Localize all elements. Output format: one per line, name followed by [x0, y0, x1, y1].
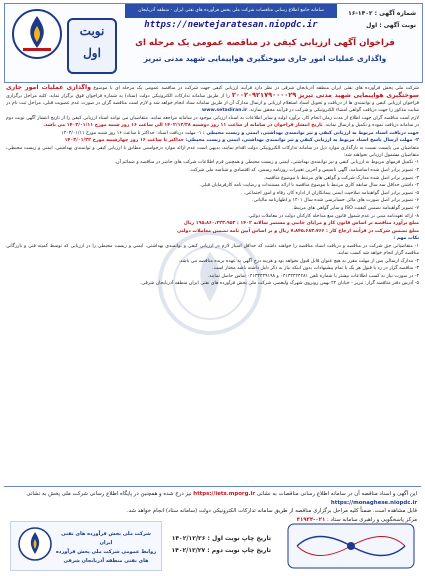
- footer-logo-icon: [17, 526, 53, 562]
- requirement-item: ۶- تصویر برابر اصل صورت های مالی حسابرسی شده سال ۱۴۰۱ و اظهارنامه مالیاتی.: [252, 198, 419, 204]
- footer-line-1: این آگهی و اسناد مناقصه آن در سامانه اطلاع رسانی مناقصات به نشانی https://iets.mporg.ir نیز درج شده و همچنین در پایگاه اطلاع رسانی شرکت ملی پخش به نشانی https://monaghese.niopdc.ir: [26, 491, 417, 506]
- footer-text: [7, 490, 417, 524]
- monaghese-link[interactable]: https://monaghese.niopdc.ir: [330, 499, 417, 506]
- guarantee-line: مبلغ تضمین شرکت در فرآیند ارجاع کار : ۷،۸۴۵،۶۸۳،۷۶۶ ریال و بر اساس آیین نامه تضمین معاملات دولتی: [177, 228, 419, 234]
- site-url[interactable]: https://newtejaratesan.niopdc.ir: [144, 20, 318, 30]
- note-item: ۱- متقاضیانی حق شرکت در مناقصه و دریافت اسناد مناقصه را خواهند داشت که حداقل امتیاز لازم در ارزیابی کیفی و توانمندی بهداشتی، ایمنی و زیست محیطی را در ارزیابی که توسط کمیته فنی و بازرگانی مناقصه گزار انجام خواهد شد کسب نمایند.: [6, 243, 419, 257]
- notice-body: [6, 84, 419, 484]
- note-item: ۲- مدارک ارسالی پس از مهلت مقرر به هیچ عنوان قابل قبول نخواهد بود و هزینه درج آگهی به عهده برنده مناقصه می باشد.: [178, 258, 419, 264]
- support-phone: ۰۲۱-۴۱۹۳۴: [296, 516, 326, 523]
- footer-company-block: [10, 521, 162, 571]
- first-publication-date: تاریخ چاپ نوبت اول : ۱۴۰۲/۱۲/۲۶: [171, 535, 271, 542]
- iets-link[interactable]: https://iets.mporg.ir: [193, 491, 255, 497]
- note-item: ۳- مناقصه گزار در رد یا قبول هر یک یا تمام پیشنهادات بدون اینکه نیاز به ذکر دلیل داشته باشد مختار است.: [212, 266, 419, 272]
- budget-line: مبلغ برآورد مناقصه بر اساس قانون کار و مزایای جانبی و مستمر سالانه ۱۴۰۲ : ۱۹۵،۸۶۰،۲۲۳،۹۵۳ ریال: [183, 221, 419, 227]
- docs-deadline: جهت دریافت اسناد مربوط به ارزیابی کیفی و نیز توانمندی بهداشتی، ایمنی و زیست محیطی : ۱- مهلت دریافت اسناد: حداکثر تا ساعت ۱۶ روز شنبه مورخ ۱۴۰۳/۰۱/۱۱: [61, 130, 419, 136]
- notice-number: شماره آگهی : ۱۴۰۲-۱۶: [348, 10, 416, 17]
- top-band: سامانه جامع اطلاع رسانی مناقصات شرکت ملی پخش فرآورده های نفتی ایران - منطقه آذربایجان: [125, 4, 337, 18]
- details-paragraph: لازم است مناقصه گران جهت اطلاع از مدت زمان انجام کار، برآورد اولیه و سایر اطلاعات به اسناد ارزیابی موجود در سامانه مراجعه نمایند. متقاضیان می توانند اسناد ارزیابی کیفی را از تاریخ انتشار آگهی نوبت دوم در سامانه دریافت نموده و تکمیل و ارسال نمایند. تاریخ انتشار فراخوان در سامانه از ساعت ۱۱ روز دوشنبه ۱۴۰۲/۱۲/۲۸ الی ساعت ۱۶ روز شنبه مورخ ۱۴۰۳/۰۱/۱۱ می باشد.: [6, 115, 419, 128]
- setad-link[interactable]: www.setadiran.ir: [201, 108, 248, 114]
- requirement-item: ۲- تصویر برابر اصل شده اساسنامه، آگهی تاسیس و آخرین تغییرات روزنامه رسمی، کد اقتصادی و شناسه ملی شرکت.: [189, 168, 419, 174]
- round-badge: [67, 18, 117, 74]
- notice-footer: [4, 486, 421, 573]
- note-item: ۴- در صورت نیاز به کسب اطلاعات بیشتر با شماره تلفن ۰۴۱۳۴۴۲۴۲۸۱ و ۰۴۱۳۳۴۳۹۱۹۸ تماس حاصل نمایند.: [207, 273, 419, 279]
- requirement-item: ۱- تکمیل فرمهای مربوط به ارزیابی کیفی و نیز توانمندی بهداشتی، ایمنی و زیست محیطی و همچنین فرم اطلاعات شرکت های حاضر در مناقصه و ضمائم آن.: [114, 160, 419, 166]
- round-badge-line1: نوبت: [79, 24, 105, 38]
- publish-window: تاریخ انتشار فراخوان در سامانه از ساعت ۱۱ روز دوشنبه ۱۴۰۲/۱۲/۲۸ الی ساعت ۱۶ روز شنبه مورخ ۱۴۰۳/۰۱/۱۱ می باشد.: [43, 122, 323, 128]
- submission-deadline: ۲- مهلت ارسال پاسخ اسناد مربوط به ارزیابی کیفی و نیز توانمندی بهداشتی، ایمنی و زیست محیطی: حداکثر تا ساعت ۱۶ روز چهارشنبه مورخ ۱۴۰۳/۰۱/۲۲: [64, 138, 419, 144]
- requirement-item: ۷- تصویر گواهینامه تضمین کیفیت ISO و سایر گواهی های مرتبط.: [292, 206, 419, 211]
- footer-line-3: مرکز پاسخگویی و راهبری سامانه ستاد : ۰۲۱-۴۱۹۳۴: [296, 516, 417, 523]
- notes-title: نکات مهم :: [393, 236, 419, 242]
- footer-line-2: قابل مشاهده است. ضمناً کلیه مراحل برگزاری مناقصه از طریق سامانه تدارکات الکترونیکی دولت (سامانه ستاد) انجام خواهد شد.: [126, 508, 417, 515]
- ornament-icon: [287, 523, 415, 569]
- budget-value: ۱۹۵،۸۶۰،۲۲۳،۹۵۳ ریال: [183, 221, 236, 227]
- requirement-item: ۴- داشتن حداقل سه سال سابقه کاری مرتبط با موضوع مناقصه با ارائه مستندات و رضایت نامه کارفرمایان قبلی.: [199, 183, 419, 189]
- tender-number: ۲۰۰۲۰۹۲۱۷۹۰۰۰۰۲۹: [231, 91, 297, 100]
- note-item: ۵- آدرس دفتر مناقصه گزار: تبریز - خیابان ۲۲ بهمن روبروی شهرک ولیعصر، شرکت ملی پخش فرآورده های نفتی ایران منطقه آذربایجان شرقی.: [140, 281, 419, 287]
- notice-subtitle: واگذاری عملیات امور جاری سوختگیری هواپیمایی شهید مدنی تبریز: [143, 54, 387, 63]
- company-logo-icon: [11, 8, 63, 60]
- requirement-item: ۳- تصویر برابر اصل شده مدارک شرکت و گواهی های مرتبط با موضوع مناقصه.: [263, 175, 419, 181]
- notice-round: نوبت آگهی : اول: [366, 22, 416, 29]
- requirement-item: ۸- ارائه تعهدنامه مبنی بر عدم شمول قانون منع مداخله کارکنان دولت در معاملات دولتی.: [247, 213, 419, 219]
- second-publication-date: تاریخ چاپ نوبت دوم : ۱۴۰۲/۱۲/۲۷: [171, 547, 271, 554]
- requirement-item: ۵- تصویر برابر اصل گواهینامه صلاحیت ایمنی پیمانکاران از اداره کار، رفاه و امور اجتماعی.: [243, 190, 419, 196]
- footer-company-name: شرکت ملی پخش فرآورده های نفتی ایران روابط عمومی شرکت ملی پخش فرآورده های نفتی منطقه آذربایجان شرقی: [55, 531, 157, 564]
- notice-title: فراخوان آگهی ارزیابی کیفی در مناقصه عمومی یک مرحله ای: [135, 38, 395, 48]
- requirements-intro: متقاضیان می بایست نسبت به بارگذاری موارد ذیل در سامانه تدارکات الکترونیکی دولت اقدام نمایند، بدیهی است عدم ارائه موارد درخواستی مطابق با ارزیابی کیفی و توانمندی بهداشتی، ایمنی و زیست محیطی، متقاضیان مشمول ارزیابی نخواهند شد:: [6, 145, 419, 158]
- tender-subject: واگذاری عملیات امور جاری سوختگیری هواپیمایی شهید مدنی تبریز: [6, 84, 419, 100]
- guarantee-value: ۷،۸۴۵،۶۸۳،۷۶۶ ریال: [278, 228, 325, 234]
- round-badge-line2: اول: [83, 46, 101, 60]
- intro-paragraph: شرکت ملی پخش فرآورده های نفتی ایران منطقه آذربایجان شرقی در نظر دارد فرآیند ارزیابی کیفی جهت شرکت در مناقصه عمومی یک مرحله ای با موضوع واگذاری عملیات امور جاری سوختگیری هواپیمایی شهید مدنی تبریز ۲۰۰۲۰۹۲۱۷۹۰۰۰۰۲۹ را از طریق سامانه تدارکات الکترونیکی دولت (ستاد) به شماره فراخوان فوق برگزار نماید. کلیه مراحل برگزاری فراخوان ارزیابی کیفی و توانمندی ها از دریافت و تحویل اسناد استعلام ارزیابی و ارسال مدارک آن از طریق سامانه ستاد انجام خواهد شد و لازم است مناقصه گران در صورت عدم عضویت قبلی، مراحل ثبت نام در سایت مذکور را جهت دریافت گواهی امضاء الکترونیکی و شرکت در فرآیند محقق سازند. www.setadiran.ir: [6, 84, 419, 114]
- notice-header: [4, 3, 423, 83]
